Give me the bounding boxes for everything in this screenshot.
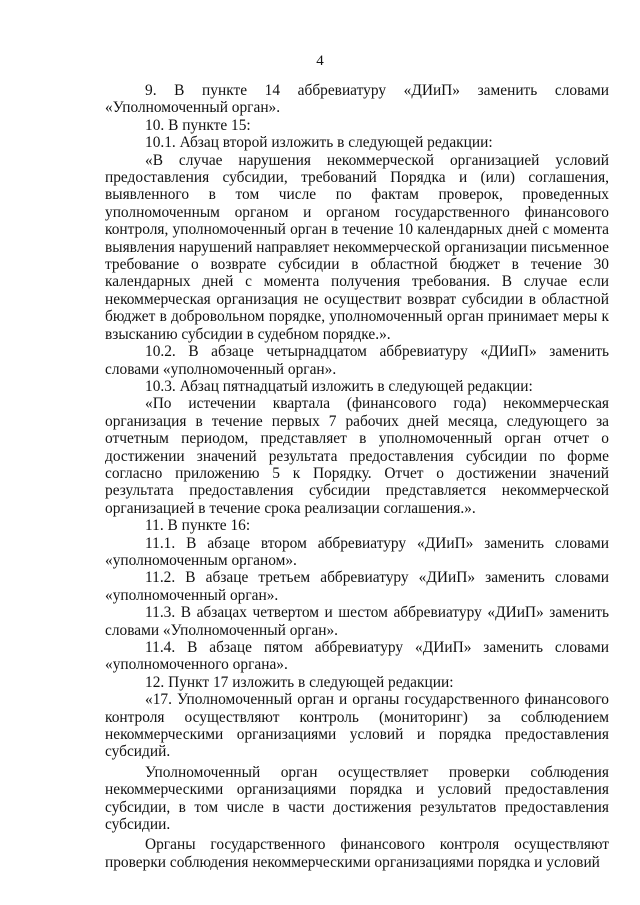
paragraph-11-4: 11.4. В абзаце пятом аббревиатуру «ДИиП» заменить словами «уполномоченного органа».: [105, 639, 609, 674]
page-number: 4: [316, 53, 324, 69]
paragraph-10-1: 10.1. Абзац второй изложить в следующей редакции:: [145, 134, 493, 152]
paragraph-11-3: 11.3. В абзацах четвертом и шестом аббревиатуру «ДИиП» заменить словами «Уполномоченный орган».: [105, 604, 609, 639]
paragraph-10-1-text: «В случае нарушения некоммерческой организацией условий предоставления субсидии, требований Порядка и (или) соглашения, выявленного в том числе по фактам проверок, проведенных уполномоченным органом и органом государственного финансового контроля, уполномоченный орган в течение 10 календарных дней с момента выявления нарушений направляет некоммерческой организации письменное требование о возврате субсидии в областной бюджет в течение 30 календарных дней с момента получения требования. В случае если некоммерческая организация не осуществит возврат субсидии в областной бюджет в добровольном порядке, уполномоченный орган принимает меры к взысканию субсидии в судебном порядке.».: [105, 151, 609, 343]
paragraph-11-1: 11.1. В абзаце втором аббревиатуру «ДИиП» заменить словами «уполномоченным органом».: [105, 534, 609, 569]
paragraph-17-control-bodies: Органы государственного финансового контроля осуществляют проверки соблюдения некоммерческими организациями порядка и условий: [105, 836, 609, 871]
paragraph-11: 11. В пункте 16:: [145, 517, 251, 535]
paragraph-10: 10. В пункте 15:: [145, 116, 251, 134]
paragraph-9: 9. В пункте 14 аббревиатуру «ДИиП» заменить словами «Уполномоченный орган».: [105, 82, 609, 117]
paragraph-10-3-text: «По истечении квартала (финансового года) некоммерческая организация в течение первых 7 рабочих дней месяца, следующего за отчетным периодом, представляет в уполномоченный орган отчет о достижении значений результата предоставления субсидии по форме согласно приложению 5 к Порядку. Отчет о достижении значений результата предоставления субсидии представляется некоммерческой организацией в течение срока реализации соглашения.».: [105, 395, 609, 517]
paragraph-11-2: 11.2. В абзаце третьем аббревиатуру «ДИиП» заменить словами «уполномоченный орган».: [105, 569, 609, 604]
paragraph-12: 12. Пункт 17 изложить в следующей редакции:: [145, 673, 454, 691]
paragraph-17-text: «17. Уполномоченный орган и органы государственного финансового контроля осуществляют контроль (мониторинг) за соблюдением некоммерческими организациями условий и порядка предоставления субсидий.: [105, 691, 609, 761]
paragraph-10-3: 10.3. Абзац пятнадцатый изложить в следующей редакции:: [145, 377, 533, 395]
paragraph-10-2: 10.2. В абзаце четырнадцатом аббревиатуру «ДИиП» заменить словами «уполномоченный орган».: [105, 343, 609, 378]
document-body: [105, 82, 609, 871]
paragraph-17-authorized-body: Уполномоченный орган осуществляет проверки соблюдения некоммерческими организациями порядка и условий предоставления субсидии, в том числе в части достижения результатов предоставления субсидии.: [105, 763, 609, 834]
